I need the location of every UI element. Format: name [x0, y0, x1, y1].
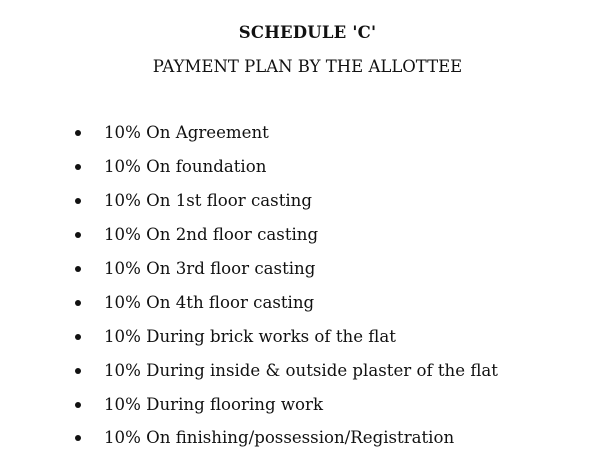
list-item — [0, 223, 615, 247]
list-item-text: 10% On Agreement — [104, 123, 269, 142]
list-item — [0, 359, 615, 383]
bullet-icon — [75, 232, 81, 238]
list-item-text: 10% On 2nd floor casting — [104, 225, 319, 244]
list-item — [0, 121, 615, 145]
list-item — [0, 257, 615, 281]
bullet-icon — [75, 130, 81, 136]
list-item-text: 10% On 3rd floor casting — [104, 259, 316, 278]
bullet-icon — [75, 300, 81, 306]
bullet-icon — [75, 435, 81, 441]
schedule-title: SCHEDULE 'C' — [238, 23, 377, 42]
payment-plan-subtitle: PAYMENT PLAN BY THE ALLOTTEE — [152, 57, 463, 76]
list-item — [0, 325, 615, 349]
bullet-icon — [75, 334, 81, 340]
list-item — [0, 393, 615, 417]
list-item-text: 10% During brick works of the flat — [104, 327, 396, 346]
list-item-text: 10% On 1st floor casting — [104, 191, 312, 210]
bullet-icon — [75, 266, 81, 272]
list-item — [0, 189, 615, 213]
list-item-text: 10% On 4th floor casting — [104, 293, 315, 312]
list-item-text: 10% During inside & outside plaster of the flat — [104, 361, 498, 380]
bullet-icon — [75, 368, 81, 374]
bullet-icon — [75, 164, 81, 170]
list-item-text: 10% On finishing/possession/Registration — [104, 428, 455, 447]
list-item — [0, 426, 615, 450]
list-item-text: 10% On foundation — [104, 157, 267, 176]
bullet-icon — [75, 198, 81, 204]
bullet-icon — [75, 402, 81, 408]
list-item-text: 10% During flooring work — [104, 395, 324, 414]
list-item — [0, 291, 615, 315]
list-item — [0, 155, 615, 179]
